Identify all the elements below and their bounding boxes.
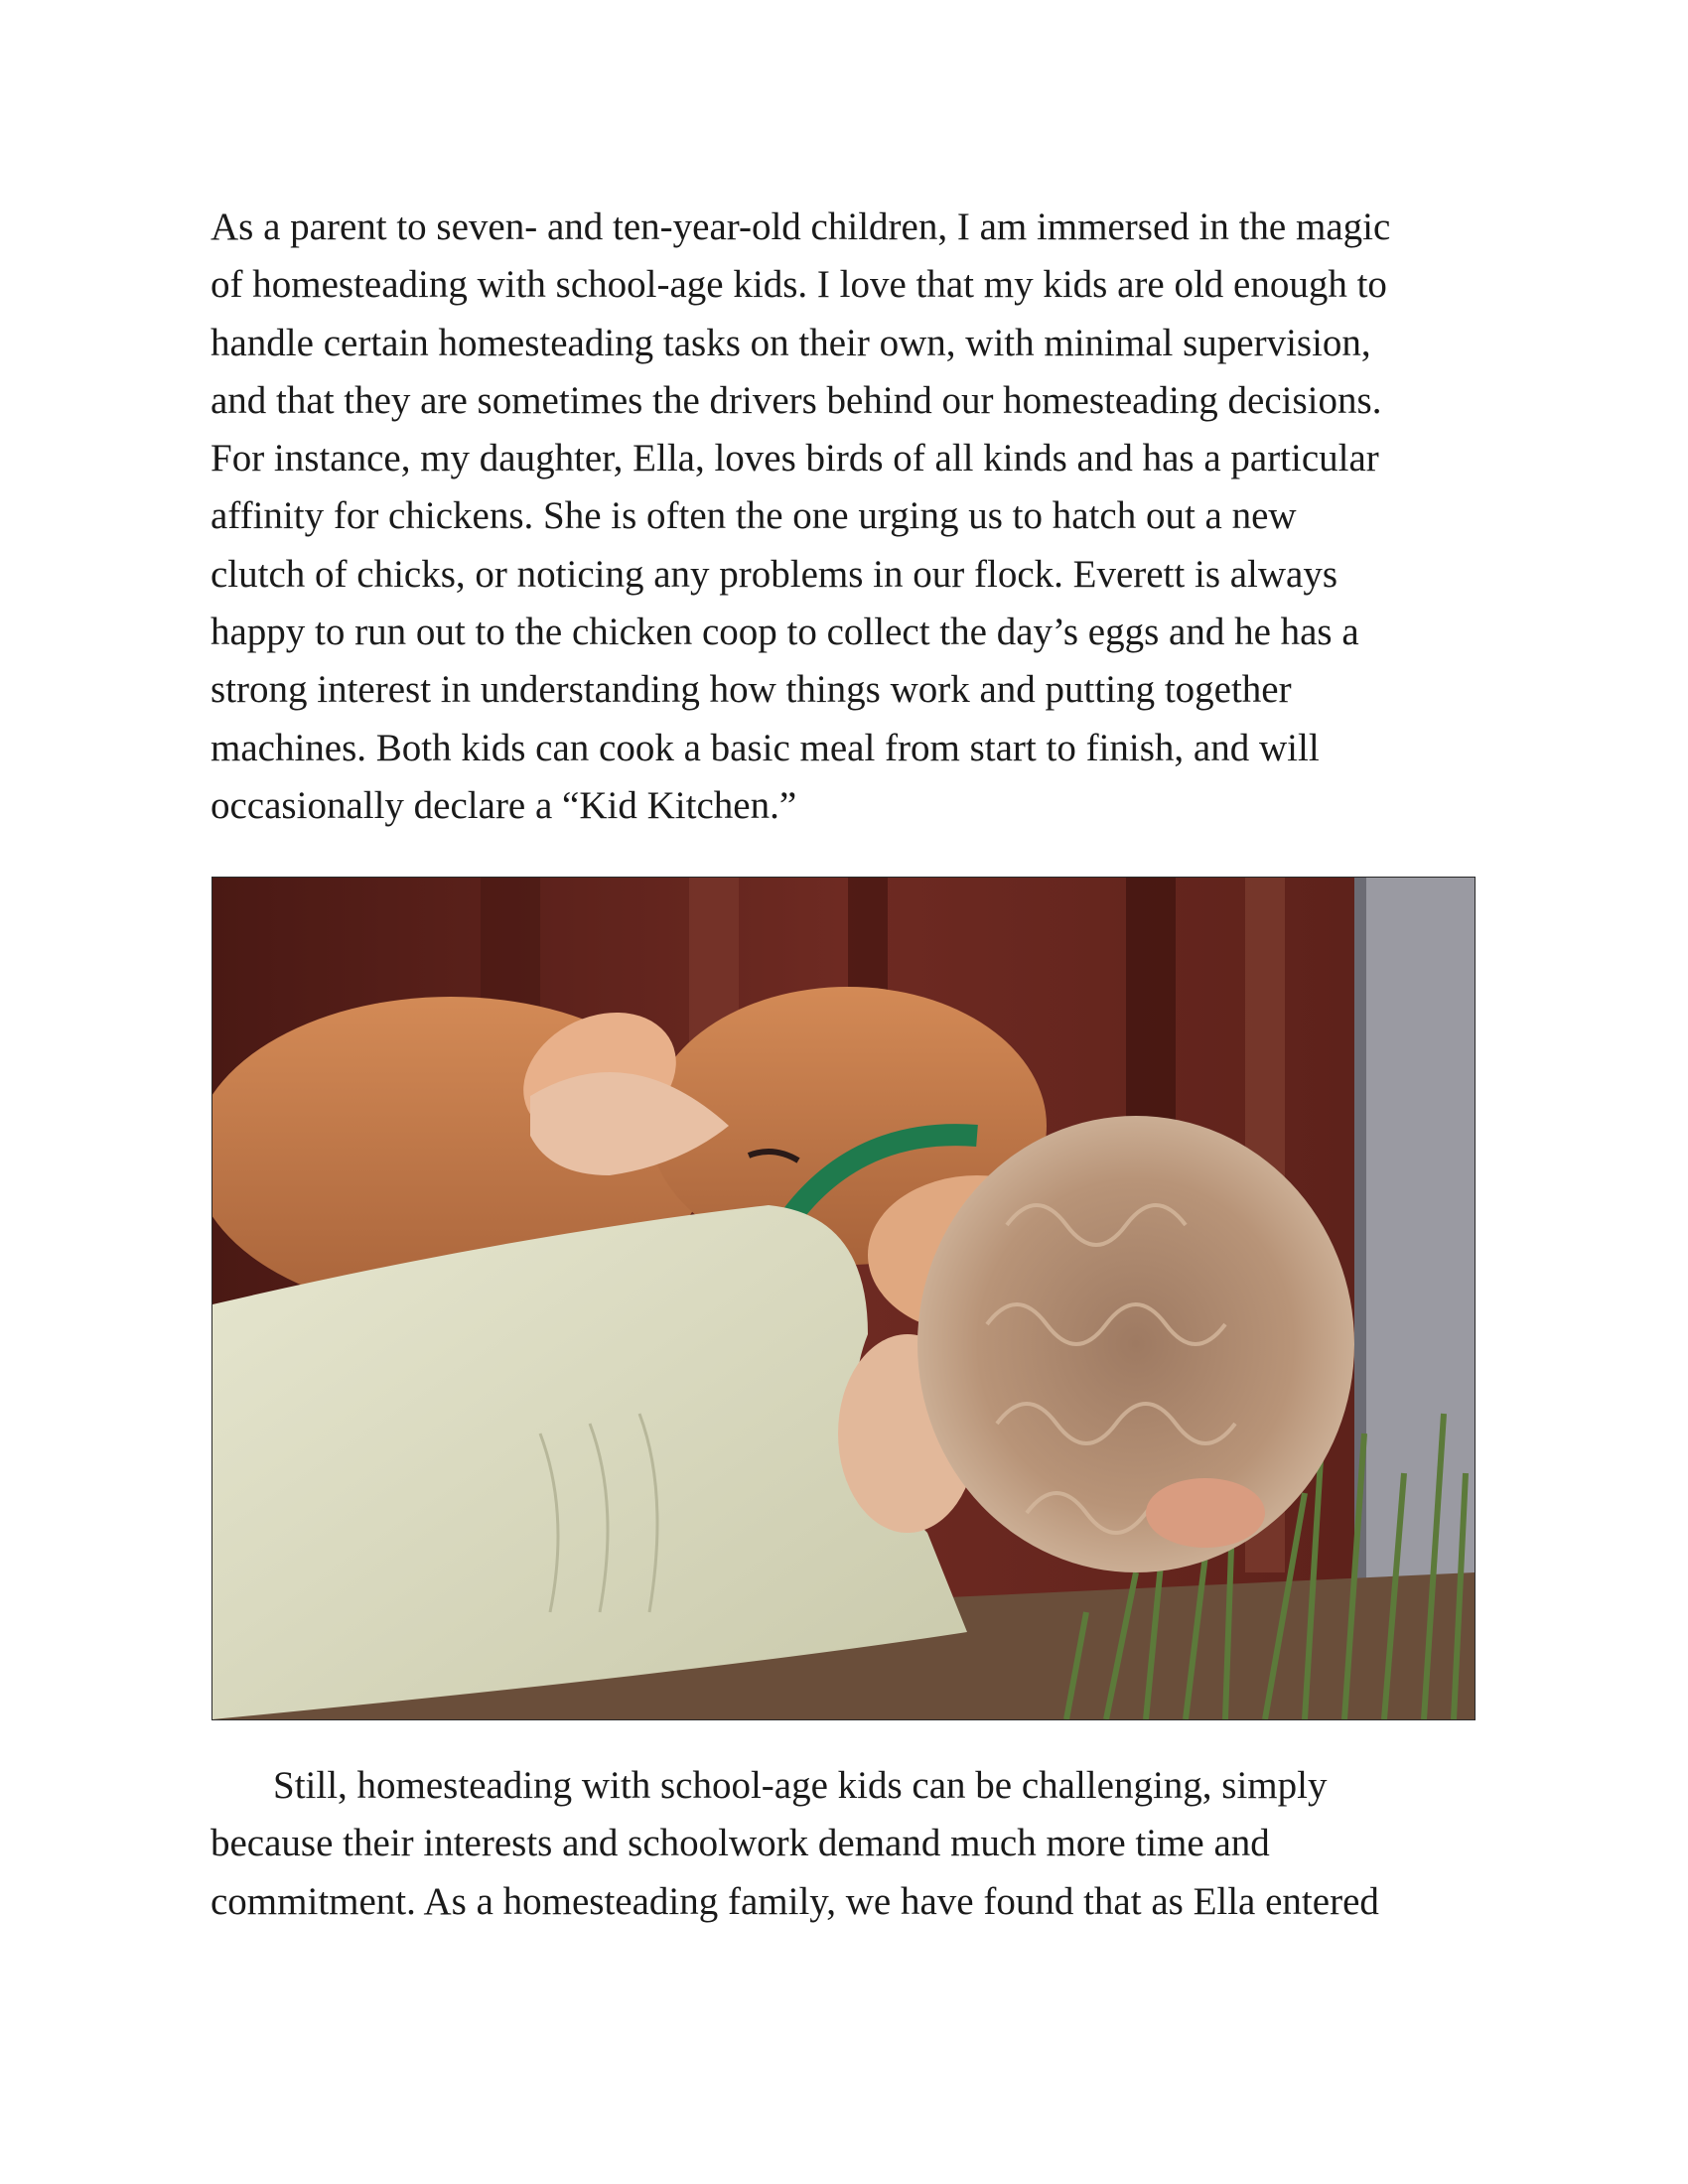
- text-line: Still, homesteading with school-age kids can be challenging, simply: [273, 1764, 1328, 1807]
- text-line: occasionally declare a “Kid Kitchen.”: [211, 783, 797, 827]
- photo-illustration: [212, 878, 1475, 1719]
- text-line: As a parent to seven- and ten-year-old children, I am immersed in the magic: [211, 205, 1391, 248]
- text-line: and that they are sometimes the drivers behind our homesteading decisions.: [211, 378, 1382, 422]
- child-hugging-calf-photo: [211, 877, 1476, 1720]
- text-line: For instance, my daughter, Ella, loves birds of all kinds and has a particular: [211, 437, 1379, 480]
- body-paragraph-2: [211, 1757, 1491, 1931]
- text-line: commitment. As a homesteading family, we have found that as Ella entered: [211, 1879, 1379, 1923]
- text-line: affinity for chickens. She is often the one urging us to hatch out a new: [211, 494, 1297, 538]
- body-paragraph-1: [211, 199, 1491, 835]
- child-hand: [1146, 1478, 1265, 1548]
- text-line: because their interests and schoolwork demand much more time and: [211, 1822, 1270, 1865]
- text-line: handle certain homesteading tasks on their own, with minimal supervision,: [211, 321, 1371, 364]
- text-line: of homesteading with school-age kids. I love that my kids are old enough to: [211, 263, 1387, 307]
- text-line: clutch of chicks, or noticing any problems in our flock. Everett is always: [211, 552, 1338, 596]
- child-hair: [917, 1116, 1354, 1572]
- text-line: machines. Both kids can cook a basic meal from start to finish, and will: [211, 726, 1320, 769]
- text-line: happy to run out to the chicken coop to collect the day’s eggs and he has a: [211, 611, 1359, 654]
- text-line: strong interest in understanding how things work and putting together: [211, 668, 1292, 712]
